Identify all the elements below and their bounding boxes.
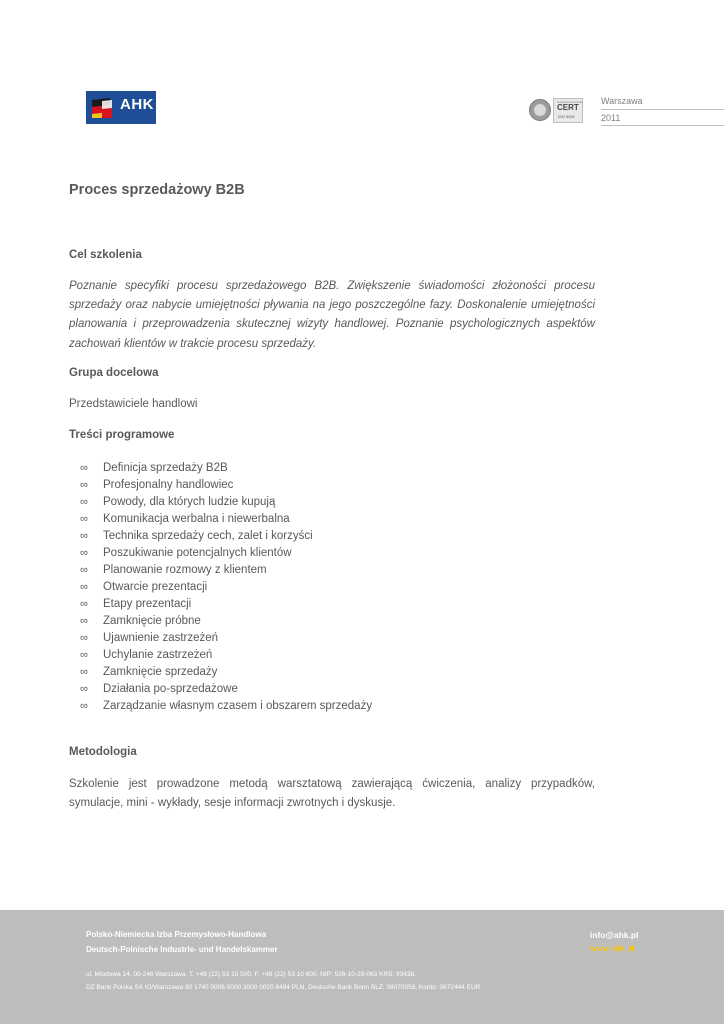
list-item [80,544,372,561]
list-item-label: Działania po-sprzedażowe [103,682,238,695]
list-item [80,527,372,544]
list-item [80,629,372,646]
bullet-icon: ∞ [80,614,88,627]
footer-email-link[interactable]: info@ahk.pl [590,930,639,940]
footer-name-pl: Polsko-Niemiecka Izba Przemysłowo-Handlowa [86,930,267,939]
list-item [80,646,372,663]
cert-top-text: Kompetenzzentrum [557,100,584,104]
list-item-label: Komunikacja werbalna i niewerbalna [103,512,290,525]
list-item [80,680,372,697]
list-item [80,493,372,510]
bullet-icon: ∞ [80,478,88,491]
method-paragraph: Szkolenie jest prowadzone metodą warsztatową zawierającą ćwiczenia, analizy przypadków, symulacje, mini - wykłady, sesje informacji zwrotnych i dyskusje. [69,778,595,810]
list-item [80,561,372,578]
bullet-icon: ∞ [80,529,88,542]
audience-text: Przedstawiciele handlowi [69,398,198,410]
list-item-label: Profesjonalny handlowiec [103,478,234,491]
bullet-icon: ∞ [80,597,88,610]
bullet-icon: ∞ [80,682,88,695]
goal-paragraph: Poznanie specyfiki procesu sprzedażowego B2B. Zwiększenie świadomości złożoności procesu sprzedaży oraz nabycie umiejętności pływania na jego poszczególne fazy. Doskonalenie umiejętności planowania i przeprowadzenia skutecznej wizyty handlowej. Poznanie psychologicznych aspektów zachowań klientów w trakcie procesu sprzedaży. [69,280,595,350]
list-item [80,459,372,476]
divider [601,125,724,126]
logo-text: AHK [120,96,154,113]
cert-label [553,98,583,123]
list-item [80,578,372,595]
list-item-label: Zamknięcie próbne [103,614,201,627]
flag-icon [90,97,114,119]
list-item-label: Powody, dla których ludzie kupują [103,495,276,508]
list-item [80,476,372,493]
section-heading-goal: Cel szkolenia [69,249,142,261]
section-heading-method: Metodologia [69,746,137,758]
footer-name-de: Deutsch-Polnische Industrie- und Handelskammer [86,945,278,954]
bullet-icon: ∞ [80,665,88,678]
list-item [80,663,372,680]
ahk-logo [86,91,156,124]
list-item-label: Ujawnienie zastrzeżeń [103,631,219,644]
year-label: 2011 [601,113,621,123]
list-item-label: Planowanie rozmowy z klientem [103,563,267,576]
bullet-icon: ∞ [80,512,88,525]
list-item-label: Zamknięcie sprzedaży [103,665,218,678]
program-list [80,459,372,714]
bullet-icon: ∞ [80,563,88,576]
document-title: Proces sprzedażowy B2B [69,182,245,198]
list-item [80,697,372,714]
list-item [80,612,372,629]
list-item-label: Zarządzanie własnym czasem i obszarem sprzedaży [103,699,373,712]
section-heading-program: Treści programowe [69,429,175,441]
cert-iso-text: ISO 9001 [558,114,575,119]
footer-web-link[interactable]: www.ahk.pl [590,944,634,953]
bullet-icon: ∞ [80,580,88,593]
list-item [80,595,372,612]
bullet-icon: ∞ [80,461,88,474]
bullet-icon: ∞ [80,631,88,644]
bullet-icon: ∞ [80,648,88,661]
list-item-label: Technika sprzedaży cech, zalet i korzyści [103,529,313,542]
list-item-label: Uchylanie zastrzeżeń [103,648,213,661]
list-item-label: Poszukiwanie potencjalnych klientów [103,546,292,559]
bullet-icon: ∞ [80,699,88,712]
footer-address: ul. Miodowa 14, 00-246 Warszawa, T. +48 (22) 53 10 500, F. +48 (22) 53 10 600, NIP: 526-10-29-063 KRS: 93438, [86,971,416,978]
divider [601,109,724,110]
list-item [80,510,372,527]
list-item-label: Otwarcie prezentacji [103,580,208,593]
tuv-seal-icon [529,99,551,121]
footer [0,910,724,1024]
section-heading-audience: Grupa docelowa [69,367,159,379]
cert-main-text: CERT [557,103,579,112]
cert-badge [529,98,583,124]
list-item-label: Definicja sprzedaży B2B [103,461,228,474]
bullet-icon: ∞ [80,546,88,559]
place-label: Warszawa [601,96,643,106]
bullet-icon: ∞ [80,495,88,508]
footer-bank: DZ Bank Polska SA IO/Warszawa 80 1740 0006 0000 3000 0020 8494 PLN, Deutsche Bank Bonn BLZ: 38070059, Konto: 0672444 EUR [86,984,481,991]
list-item-label: Etapy prezentacji [103,597,192,610]
